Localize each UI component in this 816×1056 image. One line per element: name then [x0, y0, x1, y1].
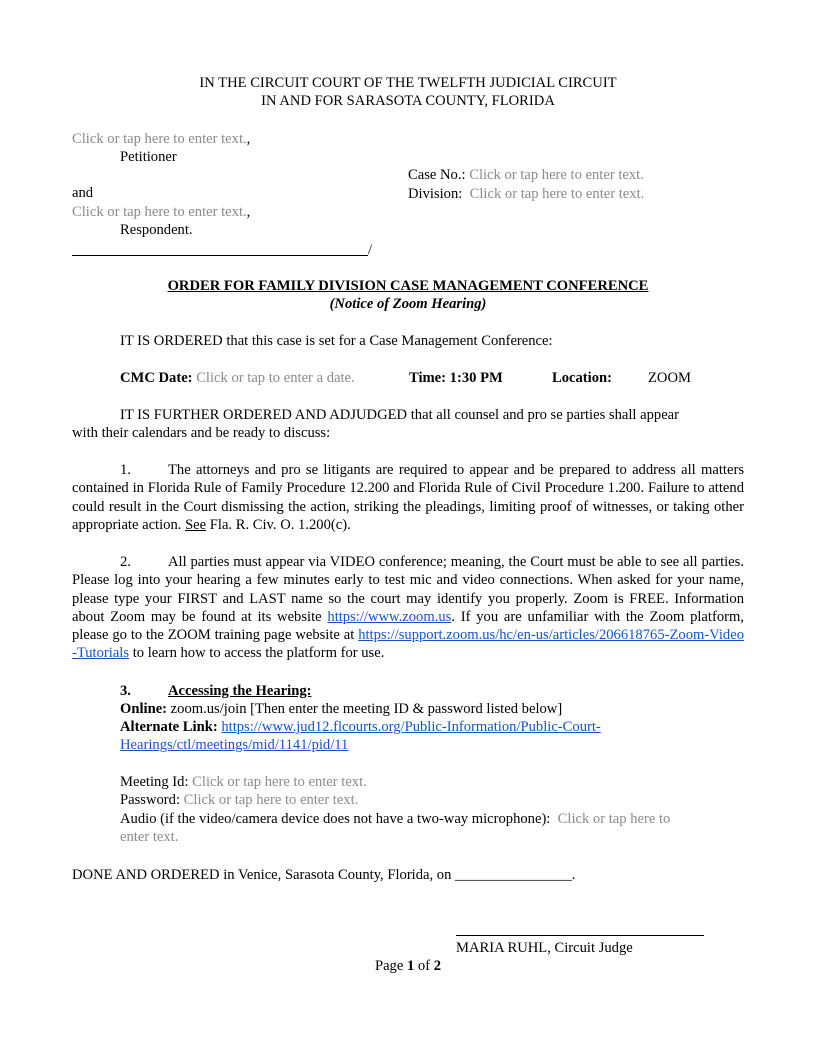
caption-divider — [72, 255, 368, 256]
signature-line — [456, 935, 704, 936]
cmc-line — [120, 369, 355, 387]
alternate-link-part2[interactable]: Hearings/ctl/meetings/mid/1141/pid/11 — [120, 737, 349, 753]
item-2-number: 2. — [120, 554, 131, 570]
petitioner-label: Petitioner — [120, 149, 177, 165]
audio-field-part2[interactable]: enter text. — [120, 829, 179, 845]
zoom-website-link[interactable]: https://www.zoom.us — [327, 608, 452, 625]
audio-label: Audio (if the video/camera device does not have a two-way microphone): — [120, 811, 551, 827]
respondent-line — [72, 203, 250, 221]
respondent-label: Respondent. — [120, 222, 193, 238]
item-3-number: 3. — [120, 683, 131, 699]
item-1-text: The attorneys and pro se litigants are required to appear and be prepared to address all matters contained in Florida Rule of Family Procedure 12.200 and Florida Rule of Civil Procedure 1.200. Failure to attend could result in the Court dismissing the action, striking the pleadings, limiting proof of witnesses, or taking other appropriate action. — [72, 462, 744, 533]
meeting-id-line — [120, 773, 367, 791]
division-line — [408, 185, 644, 203]
petitioner-field[interactable]: Click or tap here to enter text. — [72, 131, 247, 147]
division-field[interactable]: Click or tap here to enter text. — [469, 186, 645, 202]
alternate-link-line — [120, 718, 601, 736]
password-line — [120, 791, 358, 809]
online-text: zoom.us/join [Then enter the meeting ID & password listed below] — [167, 701, 563, 717]
order-subtitle: (Notice of Zoom Hearing) — [329, 296, 487, 312]
password-label: Password: — [120, 792, 180, 808]
item-1-see: See — [185, 516, 207, 533]
item-2-text-2: . If you are unfamiliar with the Zoom platform, please go to the ZOOM training page website at — [72, 608, 744, 644]
case-no-line — [408, 166, 644, 184]
petitioner-line — [72, 130, 250, 148]
respondent-comma: , — [246, 204, 251, 220]
page-number — [0, 957, 816, 975]
cmc-time: Time: 1:30 PM — [409, 370, 503, 386]
respondent-field[interactable]: Click or tap here to enter text. — [72, 204, 247, 220]
alternate-link-line-2 — [120, 736, 348, 754]
court-header-line1: IN THE CIRCUIT COURT OF THE TWELFTH JUDICIAL CIRCUIT — [199, 75, 617, 91]
alternate-link-part1[interactable]: https://www.jud12.flcourts.org/Public-Information/Public-Court- — [221, 719, 601, 735]
cmc-date-field[interactable]: Click or tap to enter a date. — [196, 370, 355, 386]
audio-line — [120, 810, 670, 828]
page-prefix: Page — [374, 958, 407, 974]
audio-field-part1[interactable]: Click or tap here to — [557, 811, 671, 827]
meeting-id-field[interactable]: Click or tap here to enter text. — [192, 774, 367, 790]
item-3-heading: Accessing the Hearing: — [168, 683, 312, 699]
ordered-text: IT IS ORDERED that this case is set for a Case Management Conference: — [120, 333, 553, 349]
online-line — [120, 700, 562, 718]
case-no-label: Case No.: — [408, 167, 466, 183]
item-1-paragraph — [72, 461, 744, 534]
page-total: 2 — [433, 958, 442, 974]
order-title: ORDER FOR FAMILY DIVISION CASE MANAGEMENT CONFERENCE — [167, 278, 649, 294]
case-no-field[interactable]: Click or tap here to enter text. — [469, 167, 644, 183]
division-label: Division: — [408, 186, 463, 202]
further-line2: with their calendars and be ready to discuss: — [72, 425, 331, 441]
item-2-text-1: All parties must appear via VIDEO conference; meaning, the Court must be able to see all parties. Please log into your hearing a few minutes early to test mic and video connections. When asked for your name, please type your FIRST and LAST name so the court may identify you properly. Zoom is FREE. Information about Zoom may be found at its website — [72, 554, 744, 625]
cmc-date-label: CMC Date: — [120, 370, 193, 386]
page-current: 1 — [406, 958, 415, 974]
done-and-ordered: DONE AND ORDERED in Venice, Sarasota County, Florida, on ________________. — [72, 867, 576, 883]
caption-slash: / — [368, 242, 373, 258]
cmc-location-value: ZOOM — [648, 370, 691, 386]
meeting-id-label: Meeting Id: — [120, 774, 189, 790]
cmc-location-label: Location: — [552, 370, 612, 386]
password-field[interactable]: Click or tap here to enter text. — [183, 792, 359, 808]
petitioner-comma: , — [246, 131, 251, 147]
further-line1: IT IS FURTHER ORDERED AND ADJUDGED that all counsel and pro se parties shall appear — [120, 407, 680, 423]
item-1-number: 1. — [120, 462, 131, 478]
judge-signature: MARIA RUHL, Circuit Judge — [456, 940, 633, 956]
item-2-paragraph — [72, 553, 744, 663]
zoom-tutorials-link[interactable]: https://support.zoom.us/hc/en-us/articles/206618765-Zoom-Video-Tutorials — [72, 627, 744, 662]
item-1-cite: Fla. R. Civ. O. 1.200(c). — [206, 516, 351, 533]
court-header-line2: IN AND FOR SARASOTA COUNTY, FLORIDA — [261, 93, 555, 109]
page-of: of — [414, 958, 434, 974]
item-2-text-3: to learn how to access the platform for use. — [129, 645, 385, 662]
online-label: Online: — [120, 701, 168, 717]
and-label: and — [72, 185, 94, 201]
alternate-link-label: Alternate Link: — [120, 719, 218, 735]
